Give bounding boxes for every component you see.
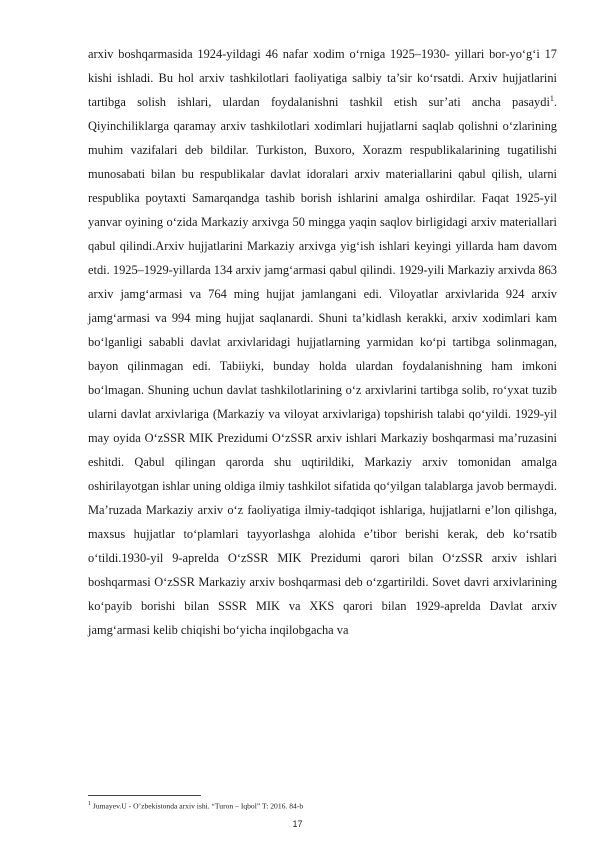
body-paragraph <box>88 42 557 642</box>
footnote-marker: 1 <box>88 801 91 807</box>
paragraph-text <box>88 42 557 642</box>
document-page <box>88 42 557 642</box>
text-segment: arxiv boshqarmasida 1924-yildagi 46 nafar xodim o‘rniga 1925–1930- yillari bor-yo‘g‘i 17 kishi ishladi. Bu hol arxiv tashkilotlari faoliyatiga salbiy ta’sir ko‘rsatdi. Arxiv hujjatlarini tartibga solish ishlari, ulardan foydalanishni tashkil etish sur’ati ancha pasaydi <box>88 47 557 109</box>
page-number: 17 <box>292 819 303 829</box>
text-segment: . Qiyinchiliklarga qaramay arxiv tashkilotlari xodimlari hujjatlarni saqlab qolishni o‘zlarining muhim vazifalari deb bildilar. Turkiston, Buxoro, Xorazm respublikalarining tugatilishi munosabati bilan bu respublikalar davlat idoralari arxiv materiallarini qabul qilish, ularni respublika poytaxti Samarqandga tashib borish ishlarini amalga oshirdilar. Faqat 1925-yil yanvar oyining o‘zida Markaziy arxivga 50 mingga yaqin saqlov birligidagi arxiv materiallari qabul qilindi.Arxiv hujjatlarini Markaziy arxivga yig‘ish ishlari keyingi yillarda ham davom etdi. 1925–1929-yillarda 134 arxiv jamg‘armasi qabul qilindi. 1929-yili Markaziy arxivda 863 arxiv jamg‘armasi va 764 ming hujjat jamlangani edi. Viloyatlar arxivlarida 924 arxiv jamg‘armasi va 994 ming hujjat saqlanardi. Shuni ta’kidlash kerakki, arxiv xodimlari kam bo‘lganligi sababli davlat arxivlaridagi hujjatlarning yarmidan ko‘pi tartibga solinmagan, bayon qilinmagan edi. Tabiiyki, bunday holda ulardan foydalanishning ham imkoni bo‘lmagan. Shuning uchun davlat tashkilotlarining o‘z arxivlarini tartibga solib, ro‘yxat tuzib ularni davlat arxivlariga (Markaziy va viloyat arxivlariga) topshirish talabi qo‘yildi. 1929-yil may oyida O‘zSSR MIK Prezidumi O‘zSSR arxiv ishlari Markaziy boshqarmasi ma’ruzasini eshitdi. Qabul qilingan qarorda shu uqtirildiki, Markaziy arxiv tomonidan amalga oshirilayotgan ishlar uning oldiga ilmiy tashkilot sifatida qo‘yilgan talablarga javob bermaydi. Ma’ruzada Markaziy arxiv o‘z faoliyatiga ilmiy-tadqiqot ishlariga, hujjatlarni e’lon qilishga, maxsus hujjatlar to‘plamlari tayyorlashga alohida e’tibor berishi kerak, deb ko‘rsatib o‘tildi.1930-yil 9-aprelda O‘zSSR MIK Prezidumi qarori bilan O‘zSSR arxiv ishlari boshqarmasi O‘zSSR Markaziy arxiv boshqarmasi deb o‘zgartirildi. Sovet davri arxivlarining ko‘payib borishi bilan SSSR MIK va XKS qarori bilan 1929-aprelda Davlat arxiv jamg‘armasi kelib chiqishi bo‘yicha inqilobgacha va <box>88 95 557 637</box>
footnote-text: Jumayev.U - O’zbekistonda arxiv ishi. “Turon – Iqbol” T: 2016. 84-b <box>91 801 304 811</box>
footnote-separator <box>88 795 201 796</box>
footnote-reference[interactable]: 1 <box>549 93 554 103</box>
footnote <box>88 799 557 812</box>
